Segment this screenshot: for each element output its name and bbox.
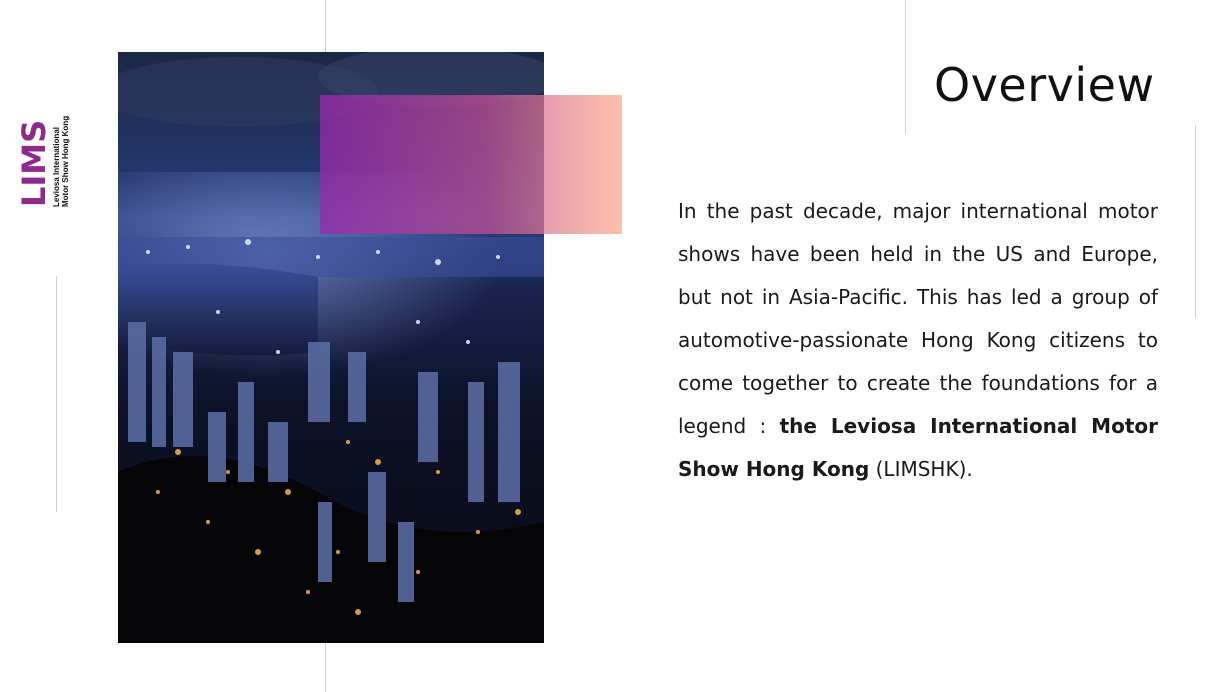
- divider-line: [325, 643, 326, 692]
- logo-line-2: Motor Show Hong Kong: [61, 115, 70, 207]
- accent-gradient-block: [320, 95, 622, 234]
- overview-paragraph: [678, 190, 1158, 491]
- divider-line: [1195, 125, 1196, 318]
- page-title: Overview: [934, 58, 1155, 112]
- divider-line: [325, 0, 326, 52]
- paragraph-bold-text: the Leviosa International Motor Show Hong Kong: [678, 414, 1158, 481]
- logo-line-1: Leviosa International: [52, 126, 61, 207]
- brand-logo: [18, 88, 80, 213]
- paragraph-text-end: (LIMSHK).: [869, 457, 973, 481]
- logo-mark: LIMS: [18, 119, 53, 207]
- paragraph-text: In the past decade, major international motor shows have been held in the US and Europe, but not in Asia-Pacific. This has led a group of automotive-passionate Hong Kong citizens to come together to create the foundations for a legend :: [678, 199, 1158, 438]
- divider-line: [56, 276, 57, 512]
- divider-line: [905, 0, 906, 134]
